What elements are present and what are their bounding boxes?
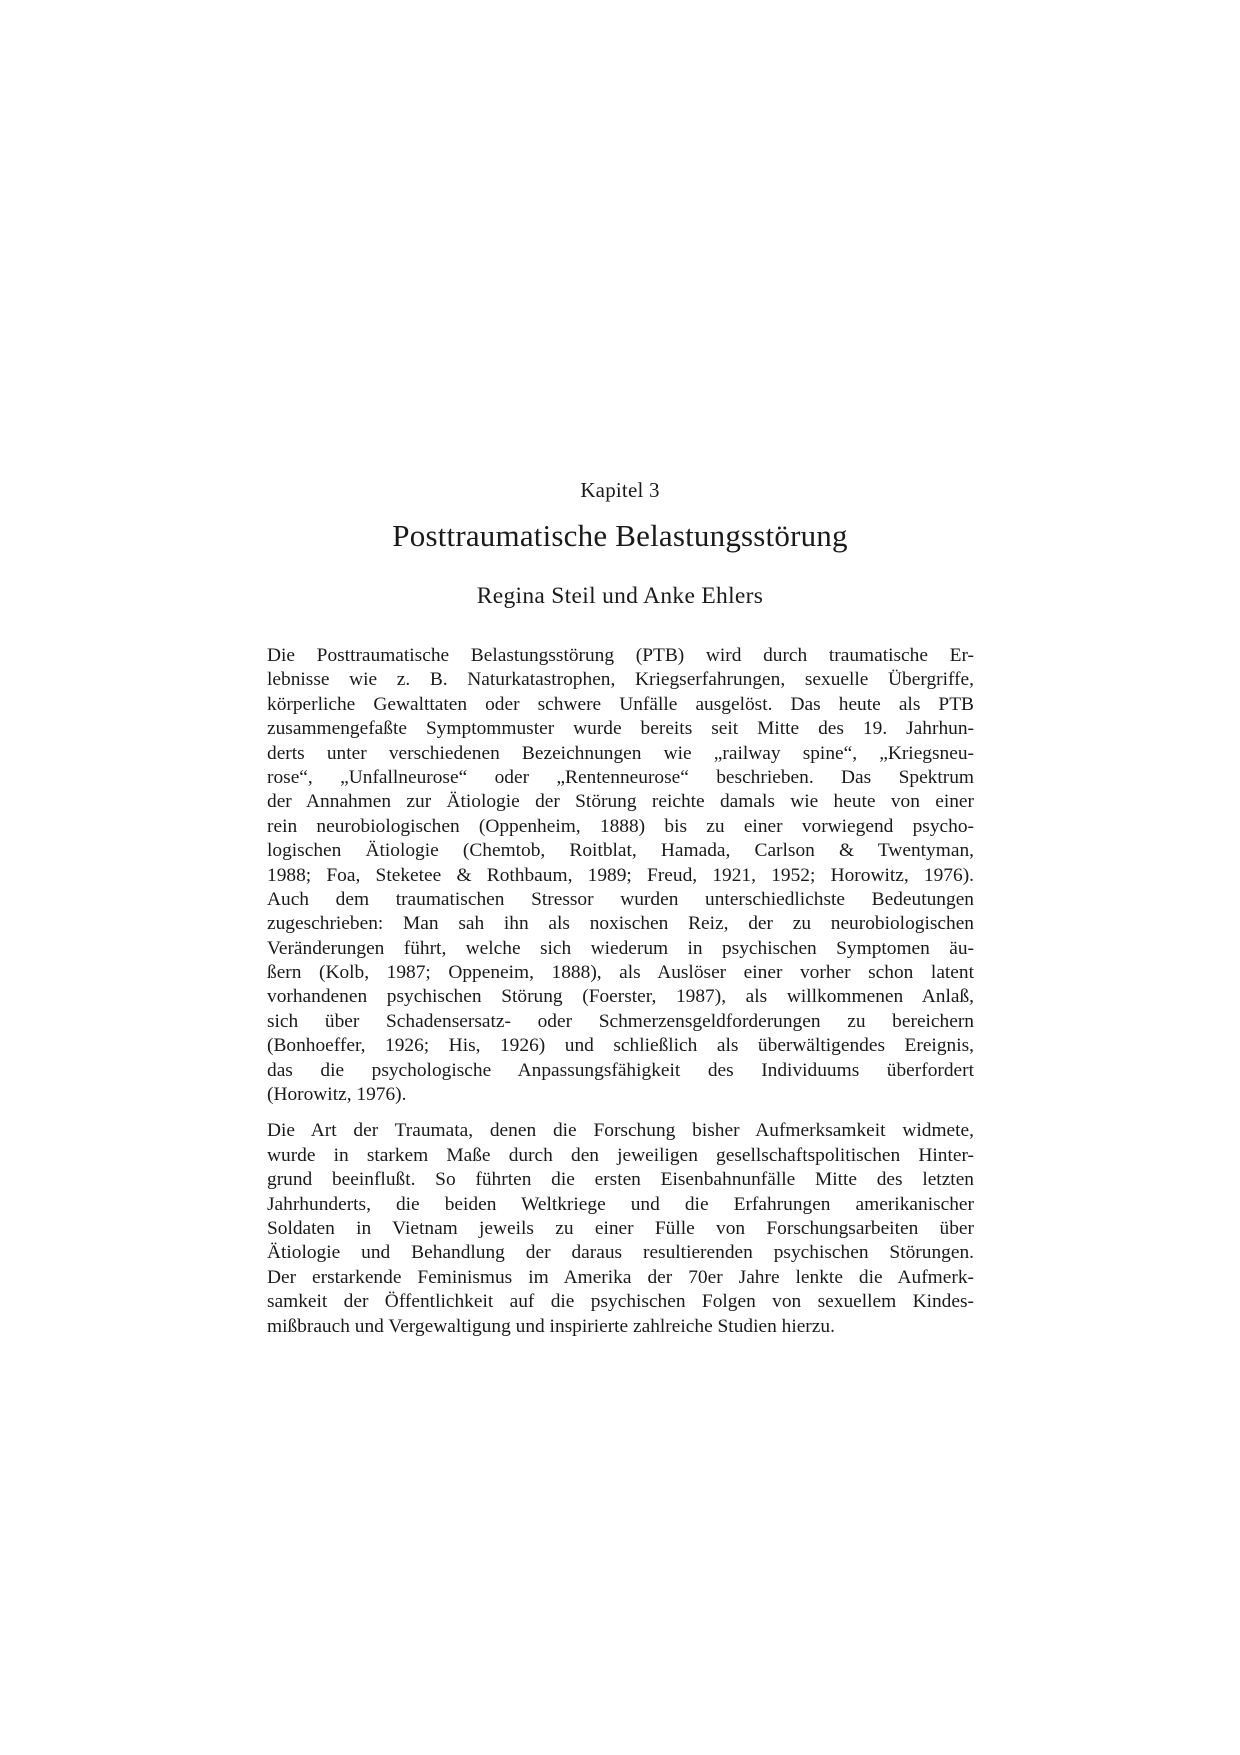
text-line: rose“, „Unfallneurose“ oder „Rentenneurose“ beschrieben. Das Spektrum (267, 766, 974, 788)
text-line: Veränderungen führt, welche sich wiederum in psychischen Symptomen äu- (267, 937, 974, 959)
text-line: Ätiologie und Behandlung der daraus resultierenden psychischen Störungen. (267, 1242, 974, 1264)
text-line: grund beeinflußt. So führten die ersten Eisenbahnunfälle Mitte des letzten (267, 1169, 974, 1191)
text-line: samkeit der Öffentlichkeit auf die psychischen Folgen von sexuellem Kindes- (267, 1291, 974, 1313)
chapter-body (267, 644, 974, 1339)
text-line: Der erstarkende Feminismus im Amerika der 70er Jahre lenkte die Aufmerk- (267, 1266, 974, 1288)
text-line: Die Art der Traumata, denen die Forschung bisher Aufmerksamkeit widmete, (267, 1120, 974, 1142)
text-line: vorhandenen psychischen Störung (Foerster, 1987), als willkommenen Anlaß, (267, 986, 974, 1008)
text-line: das die psychologische Anpassungsfähigkeit des Individuums überfordert (267, 1059, 974, 1081)
text-line: wurde in starkem Maße durch den jeweiligen gesellschaftspolitischen Hinter- (267, 1144, 974, 1166)
text-line: Jahrhunderts, die beiden Weltkriege und die Erfahrungen amerikanischer (267, 1193, 974, 1215)
text-line: Soldaten in Vietnam jeweils zu einer Fülle von Forschungsarbeiten über (267, 1217, 974, 1239)
text-line: 1988; Foa, Steketee & Rothbaum, 1989; Freud, 1921, 1952; Horowitz, 1976). (267, 864, 974, 886)
text-line: mißbrauch und Vergewaltigung und inspirierte zahlreiche Studien hierzu. (267, 1315, 835, 1337)
text-line: derts unter verschiedenen Bezeichnungen wie „railway spine“, „Kriegsneu- (267, 742, 974, 764)
text-line: Auch dem traumatischen Stressor wurden unterschiedlichste Bedeutungen (267, 888, 974, 910)
text-line: (Horowitz, 1976). (267, 1084, 407, 1106)
chapter-label: Kapitel 3 (580, 478, 660, 502)
paragraph-1 (267, 644, 974, 1107)
text-line: (Bonhoeffer, 1926; His, 1926) und schließlich als überwältigendes Ereignis, (267, 1035, 974, 1057)
paragraph-2 (267, 1119, 974, 1339)
text-line: lebnisse wie z. B. Naturkatastrophen, Kriegserfahrungen, sexuelle Übergriffe, (267, 669, 974, 691)
text-line: sich über Schadensersatz- oder Schmerzensgeldforderungen zu bereichern (267, 1010, 974, 1032)
text-line: ßern (Kolb, 1987; Oppeneim, 1888), als Auslöser einer vorher schon latent (267, 962, 974, 984)
text-line: zugeschrieben: Man sah ihn als noxischen Reiz, der zu neurobiologischen (267, 913, 974, 935)
text-line: zusammengefaßte Symptommuster wurde bereits seit Mitte des 19. Jahrhun- (267, 718, 974, 740)
text-line: rein neurobiologischen (Oppenheim, 1888) bis zu einer vorwiegend psycho- (267, 815, 974, 837)
text-line: Die Posttraumatische Belastungsstörung (PTB) wird durch traumatische Er- (267, 645, 974, 666)
text-line: logischen Ätiologie (Chemtob, Roitblat, Hamada, Carlson & Twentyman, (267, 840, 974, 862)
chapter-authors: Regina Steil und Anke Ehlers (476, 583, 764, 609)
chapter-title: Posttraumatische Belastungsstörung (392, 518, 848, 553)
text-line: der Annahmen zur Ätiologie der Störung reichte damals wie heute von einer (267, 791, 974, 813)
text-line: körperliche Gewalttaten oder schwere Unfälle ausgelöst. Das heute als PTB (267, 693, 974, 715)
